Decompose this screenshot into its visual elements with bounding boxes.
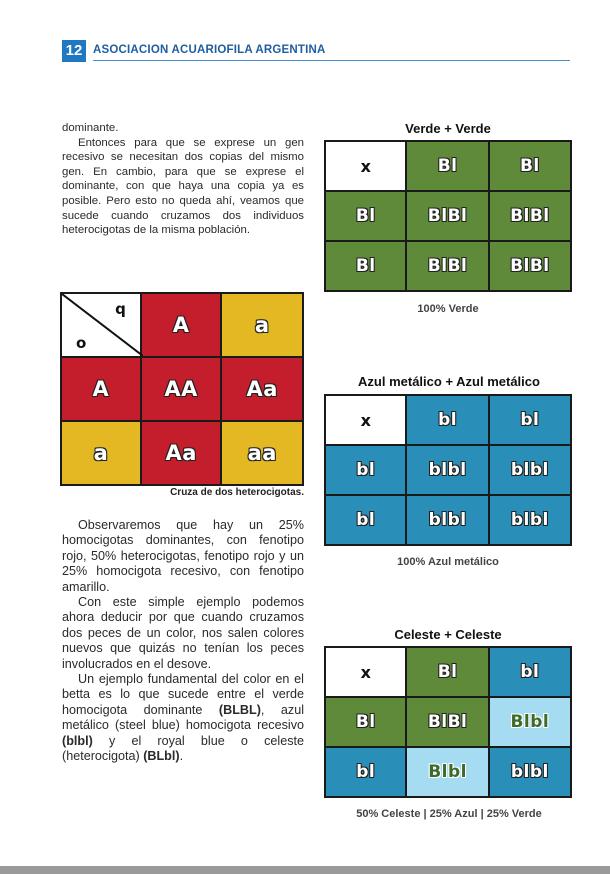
para4-c: , azul metálico (steel blue) homocigota recesivo	[62, 702, 304, 733]
corner-cell: x	[325, 395, 406, 445]
punnett-caption: Cruza de dos heterocigotas.	[170, 487, 304, 498]
genotype-cell: AA	[141, 357, 222, 421]
para1-start: dominante.	[62, 122, 119, 134]
corner-cell: x	[325, 141, 406, 191]
punnett-square-celeste	[324, 646, 572, 798]
header-cell: bl	[406, 395, 488, 445]
genotype-cell: Blbl	[489, 697, 571, 747]
intro-text	[62, 121, 304, 238]
body-text	[62, 518, 304, 765]
mixed-grid-caption: 50% Celeste | 25% Azul | 25% Verde	[356, 808, 542, 820]
page-number: 12	[62, 40, 86, 62]
row-head-cell: Bl	[325, 191, 406, 241]
genotype-cell: BlBl	[489, 241, 571, 291]
para2: Observaremos que hay un 25% homocigotas dominantes, con fenotipo rojo, 50% heterocigotas, fenotipo rojo y un 25% homocigota recesivo, con fenotipo amarillo.	[62, 518, 304, 594]
row-head-cell: bl	[325, 495, 406, 545]
row-head-cell: bl	[325, 445, 406, 495]
row-head-cell: Bl	[325, 697, 406, 747]
para4-g: .	[179, 749, 184, 764]
genotype-text: Aa	[246, 377, 278, 401]
diagonal-line	[62, 294, 143, 356]
header-cell: A	[141, 293, 222, 357]
genotype-cell: Aa	[141, 421, 222, 485]
header-cell: Bl	[406, 141, 488, 191]
punnett-square-heterozygous	[60, 292, 304, 486]
genotype-cell: blbl	[406, 445, 488, 495]
genotype-cell: BlBl	[406, 191, 488, 241]
genotype-cell: BlBl	[489, 191, 571, 241]
row-head-cell: Bl	[325, 241, 406, 291]
genotype-blbl-upper: (BLBL)	[218, 702, 261, 717]
corner-o: o	[76, 334, 87, 352]
genotype-cell: blbl	[489, 495, 571, 545]
punnett-square-green	[324, 140, 572, 292]
page-header	[62, 40, 570, 62]
para4-a: Un ejemplo fundamental del color en el betta es lo que sucede entre el verde homocigota dominante	[62, 672, 304, 717]
green-grid-title: Verde + Verde	[405, 121, 491, 136]
footer-bar	[0, 866, 610, 874]
header-cell: bl	[489, 395, 571, 445]
mixed-grid-title: Celeste + Celeste	[394, 627, 502, 642]
punnett-square-blue	[324, 394, 572, 546]
corner-cell	[61, 293, 141, 357]
publication-name: ASOCIACION ACUARIOFILA ARGENTINA	[93, 44, 326, 56]
genotype-blbl-mixed: (BLbl)	[143, 749, 180, 764]
genotype-cell	[221, 357, 303, 421]
genotype-cell: aa	[221, 421, 303, 485]
para1: Entonces para que se exprese un gen recesivo se necesitan dos copias del mismo gen. En cambio, para que se exprese el dominante, con que haya una copia ya es posible. Pero esto no queda ahí, veamos que sucede cuando cruzamos dos individuos heterocigotas de la misma población.	[62, 136, 304, 237]
para4-e: y el royal blue o celeste (heterocigota)	[62, 733, 304, 764]
genotype-cell: BlBl	[406, 697, 488, 747]
header-cell: Bl	[489, 141, 571, 191]
genotype-blbl-lower: (blbl)	[62, 733, 93, 748]
row-head-cell: A	[61, 357, 141, 421]
header-rule	[93, 60, 570, 61]
genotype-cell: Blbl	[406, 747, 488, 797]
corner-q: q	[115, 300, 126, 318]
blue-grid-title: Azul metálico + Azul metálico	[358, 374, 540, 389]
row-head-cell: bl	[325, 747, 406, 797]
genotype-cell: blbl	[406, 495, 488, 545]
genotype-cell: blbl	[489, 445, 571, 495]
row-head-cell: a	[61, 421, 141, 485]
genotype-cell: BlBl	[406, 241, 488, 291]
genotype-cell: blbl	[489, 747, 571, 797]
green-grid-caption: 100% Verde	[417, 303, 479, 315]
header-cell: bl	[489, 647, 571, 697]
header-cell: Bl	[406, 647, 488, 697]
header-cell: a	[221, 293, 303, 357]
para3: Con este simple ejemplo podemos ahora deducir por que cuando cruzamos dos peces de un color, nos salen colores nuevos que quizás no tenían los peces involucrados en el desove.	[62, 595, 304, 671]
para4	[62, 672, 304, 764]
blue-grid-caption: 100% Azul metálico	[397, 556, 499, 568]
corner-cell: x	[325, 647, 406, 697]
